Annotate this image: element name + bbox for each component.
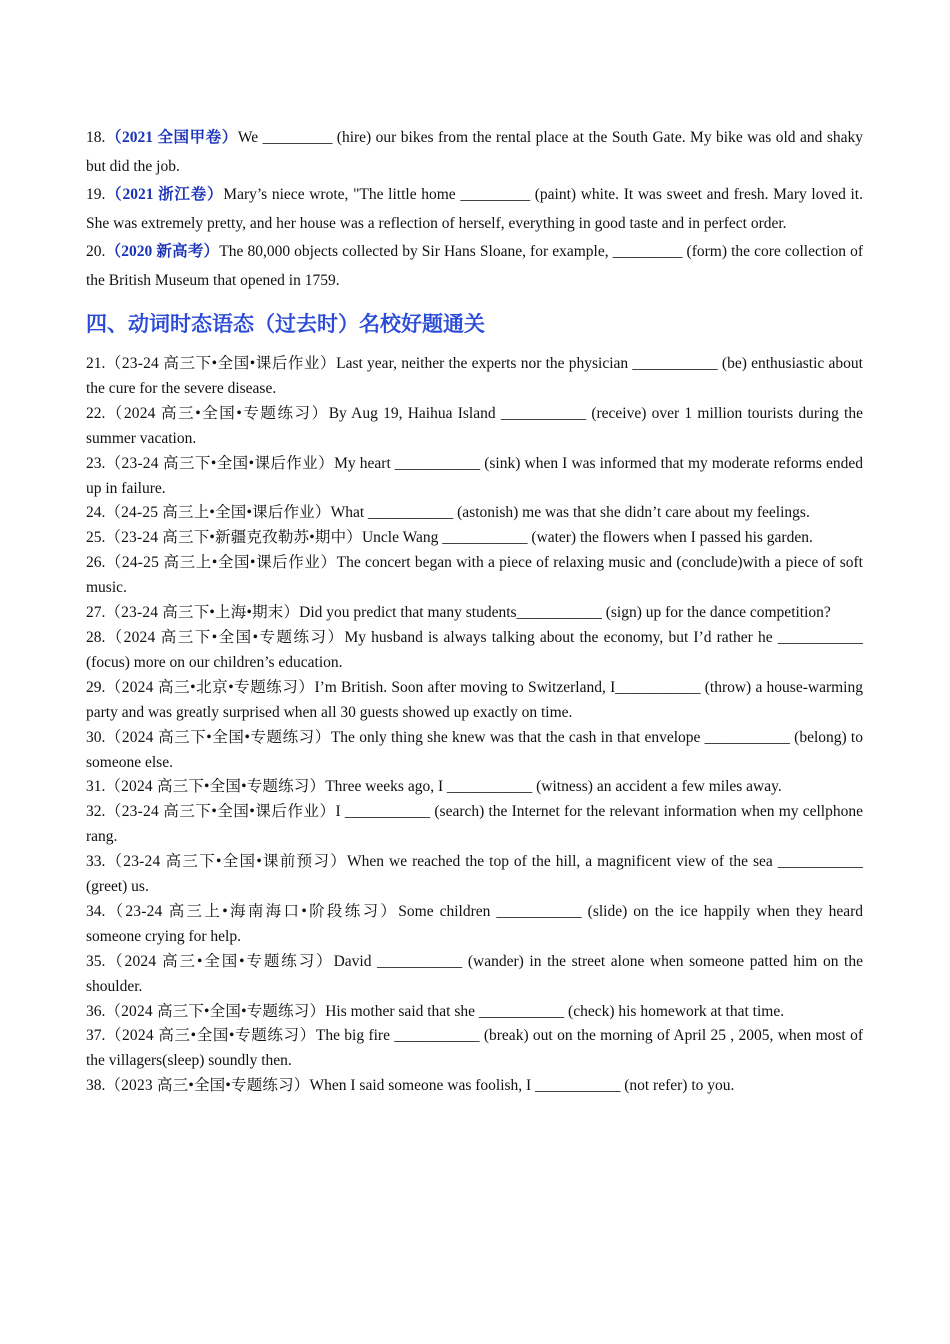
question-source: （2024 高三下•全国•专题练习） (105, 778, 326, 796)
question-text: David ___________ (wander) in the street alone when someone patted him on the shoulder. (86, 952, 863, 995)
question-text: I ___________ (search) the Internet for the relevant information when my cellphone rang. (86, 803, 863, 846)
question-source: （2024 高三下•全国•专题练习） (105, 1002, 326, 1020)
question-text: My heart ___________ (sink) when I was informed that my moderate reforms ended up in failure. (86, 454, 863, 497)
question-34 (86, 900, 863, 950)
question-32 (86, 800, 863, 850)
question-36 (86, 1000, 863, 1025)
question-number: 19. (86, 186, 106, 203)
question-source: （2024 高三•全国•专题练习） (105, 404, 329, 422)
question-text: Uncle Wang ___________ (water) the flowers when I passed his garden. (361, 529, 813, 547)
question-31 (86, 775, 863, 800)
question-source: （2021 浙江卷） (105, 186, 224, 203)
question-37 (86, 1024, 863, 1074)
question-number: 28. (86, 628, 106, 646)
question-number: 33. (86, 853, 106, 871)
question-text: When I said someone was foolish, I ___________ (not refer) to you. (309, 1077, 735, 1095)
question-number: 34. (86, 902, 106, 920)
question-text: We _________ (hire) our bikes from the rental place at the South Gate. My bike was old and shaky but did the job. (86, 129, 863, 175)
question-text: What ___________ (astonish) me was that she didn’t care about my feelings. (330, 504, 810, 522)
question-number: 25. (86, 529, 106, 547)
question-23 (86, 452, 863, 502)
question-source: （23-24 高三下•全国•课后作业） (105, 803, 336, 821)
question-source: （23-24 高三下•全国•课后作业） (105, 355, 337, 372)
question-source: （23-24 高三下•全国•课前预习） (105, 853, 348, 871)
question-number: 36. (86, 1002, 106, 1020)
question-number: 29. (86, 678, 106, 696)
question-21 (86, 352, 863, 402)
question-text: I’m British. Soon after moving to Switzerland, I___________ (throw) a house-warming party and was greatly surprised when all 30 guests showed up exactly on time. (86, 678, 863, 721)
question-text: His mother said that she ___________ (check) his homework at that time. (325, 1002, 785, 1020)
question-text: By Aug 19, Haihua Island ___________ (receive) over 1 million tourists during the summer vacation. (86, 404, 863, 447)
question-text: The concert began with a piece of relaxing music and (conclude)with a piece of soft music. (86, 554, 863, 597)
question-25 (86, 526, 863, 551)
question-source: （2024 高三•全国•专题练习） (105, 952, 334, 970)
question-source: （2024 高三•全国•专题练习） (105, 1027, 316, 1045)
question-text: The big fire ___________ (break) out on the morning of April 25 , 2005, when most of the villagers(sleep) soundly then. (86, 1027, 863, 1070)
question-number: 26. (86, 554, 106, 572)
question-source: （2021 全国甲卷） (105, 129, 238, 146)
question-20 (86, 238, 863, 295)
question-source: （24-25 高三上•全国•课后作业） (105, 554, 337, 572)
question-number: 20. (86, 243, 106, 260)
question-number: 37. (86, 1027, 106, 1045)
question-source: （2020 新高考） (105, 243, 220, 260)
question-number: 32. (86, 803, 106, 821)
question-text: Three weeks ago, I ___________ (witness) an accident a few miles away. (325, 778, 782, 796)
question-text: Did you predict that many students___________ (sign) up for the dance competition? (299, 604, 831, 622)
question-text: The only thing she knew was that the cash in that envelope ___________ (belong) to someone else. (86, 728, 863, 771)
question-number: 31. (86, 778, 106, 796)
question-number: 23. (86, 454, 106, 472)
question-number: 27. (86, 604, 106, 622)
question-source: （2024 高三下•全国•专题练习） (105, 728, 331, 746)
question-number: 18. (86, 129, 106, 146)
question-source: （23-24 高三下•上海•期末） (105, 604, 300, 622)
question-source: （24-25 高三上•全国•课后作业） (105, 504, 331, 522)
question-number: 35. (86, 952, 106, 970)
question-22 (86, 402, 863, 452)
question-number: 22. (86, 404, 106, 422)
question-33 (86, 850, 863, 900)
question-29 (86, 676, 863, 726)
question-number: 30. (86, 728, 106, 746)
question-source: （2023 高三•全国•专题练习） (105, 1077, 310, 1095)
question-source: （23-24 高三下•新疆克孜勒苏•期中） (105, 529, 362, 547)
question-text: When we reached the top of the hill, a magnificent view of the sea ___________ (greet) us. (86, 853, 863, 896)
question-source: （2024 高三•北京•专题练习） (105, 678, 315, 696)
question-38 (86, 1074, 863, 1099)
question-27 (86, 601, 863, 626)
question-text: The 80,000 objects collected by Sir Hans Sloane, for example, _________ (form) the core collection of the British Museum that opened in 1759. (86, 243, 863, 289)
question-source: （23-24 高三下•全国•课后作业） (105, 454, 335, 472)
question-text: My husband is always talking about the economy, but I’d rather he ___________ (focus) more on our children’s education. (86, 628, 863, 671)
question-text: Some children ___________ (slide) on the ice happily when they heard someone crying for help. (86, 902, 863, 945)
document-page (86, 124, 863, 1099)
section-heading: 四、动词时态语态（过去时）名校好题通关 (86, 312, 485, 336)
question-text: Mary’s niece wrote, "The little home _________ (paint) white. It was sweet and fresh. Mary loved it. She was extremely pretty, and her house was a reflection of herself, everything in good taste and in perfect order. (86, 186, 863, 232)
question-30 (86, 726, 863, 776)
question-28 (86, 626, 863, 676)
question-source: （23-24 高三上•海南海口•阶段练习） (105, 902, 399, 920)
question-35 (86, 950, 863, 1000)
question-source: （2024 高三下•全国•专题练习） (105, 628, 345, 646)
question-18 (86, 124, 863, 181)
question-number: 38. (86, 1077, 106, 1095)
question-26 (86, 551, 863, 601)
question-text: Last year, neither the experts nor the physician ___________ (be) enthusiastic about the cure for the severe disease. (86, 355, 863, 397)
question-number: 21. (86, 355, 106, 372)
question-19 (86, 181, 863, 238)
question-24 (86, 501, 863, 526)
question-number: 24. (86, 504, 106, 522)
